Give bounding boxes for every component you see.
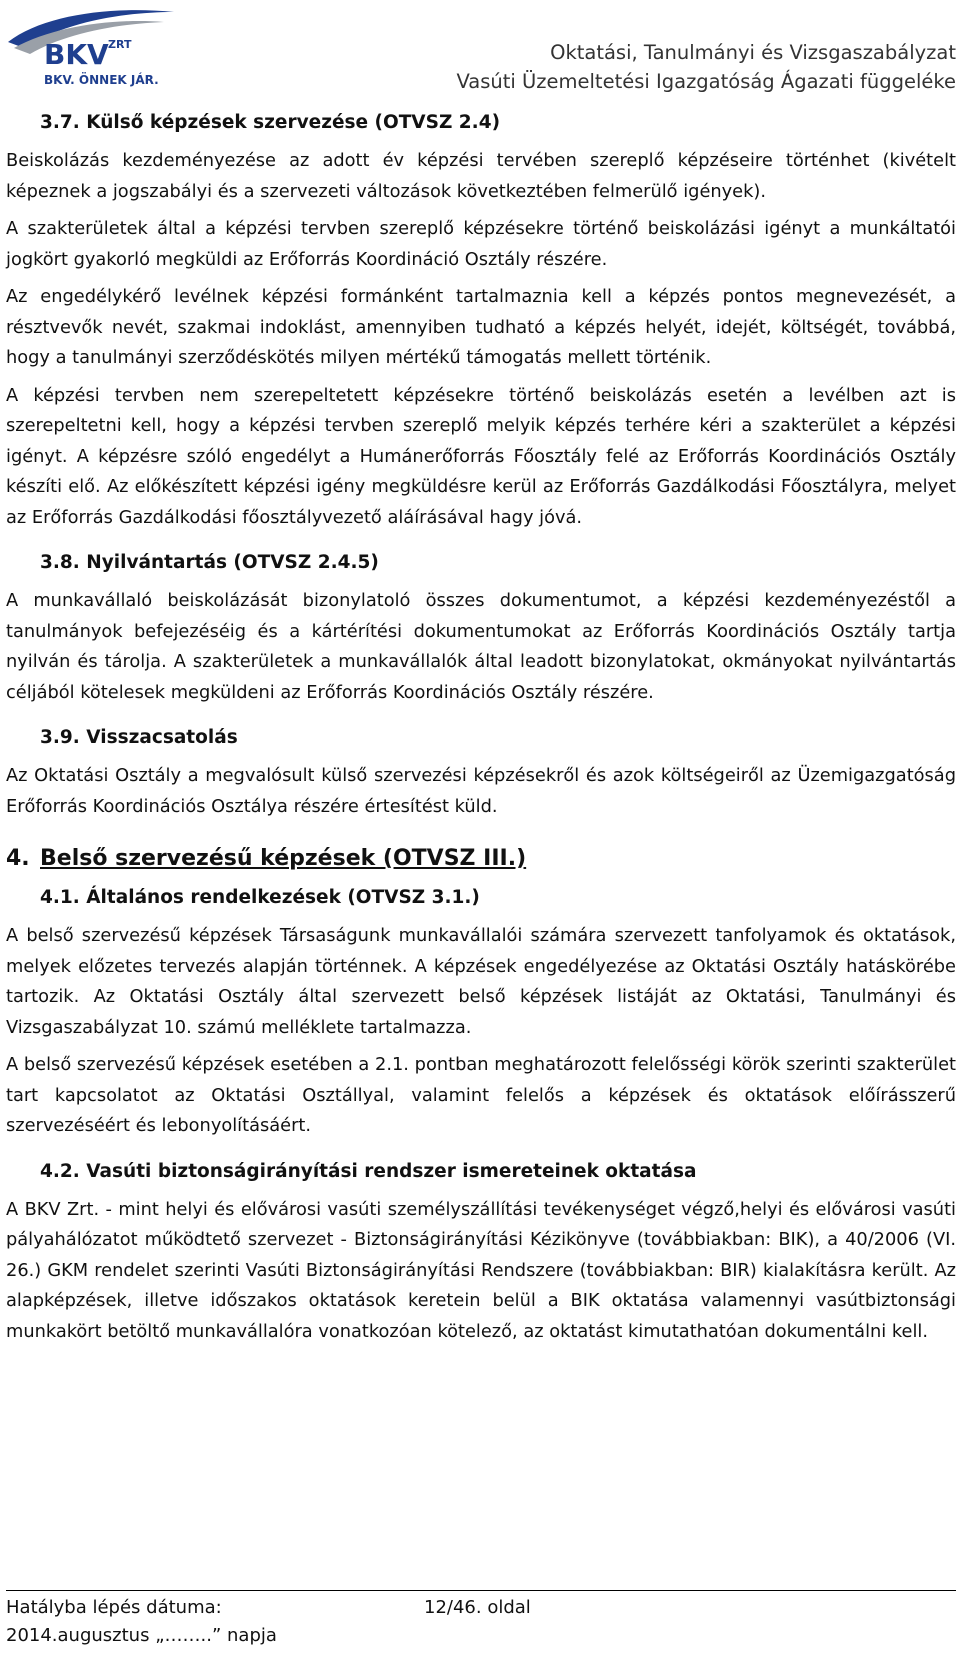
header-title-block bbox=[456, 38, 956, 96]
header-line-1: Oktatási, Tanulmányi és Vizsgaszabályzat bbox=[550, 41, 956, 64]
footer-effective-date: 2014.augusztus „……..” napja bbox=[6, 1625, 277, 1646]
document-body bbox=[6, 108, 956, 1354]
chapter-4-heading bbox=[6, 841, 956, 877]
section-3-8-paragraph-1: A munkavállaló beiskolázását bizonylatoló összes dokumentumot, a képzési kezdeményezéstől a tanulmányok befejezéséig és a kártérítési dokumentumokat az Erőforrás Koordinációs Osztály tartja nyilván és tárolja. A szakterületek a munkavállalók által leadott bizonylatokat, okmányokat nyilvántartás céljából kötelesek megküldeni az Erőforrás Koordinációs Osztály részére. bbox=[6, 590, 956, 703]
logo-bkv-text: BKV bbox=[44, 38, 109, 71]
section-3-7-paragraph-3: Az engedélykérő levélnek képzési formánként tartalmaznia kell a képzés pontos megnevezését, a résztvevők nevét, szakmai indoklást, amennyiben tudható a képzés helyét, idejét, költségét, továbbá, hogy a tanulmányi szerződéskötés milyen mértékű támogatás mellett történik. bbox=[6, 286, 956, 368]
section-4-1-paragraph-1: A belső szervezésű képzések Társaságunk munkavállalói számára szervezett tanfolyamok és oktatások, melyek előzetes tervezés alapján történnek. A képzések engedélyezése az Oktatási Osztály hatáskörébe tartozik. Az Oktatási Osztály által szervezett belső képzések listáját az Oktatási, Tanulmányi és Vizsgaszabályzat 10. számú melléklete tartalmazza. bbox=[6, 925, 956, 1038]
chapter-4-title: Belső szervezésű képzések (OTVSZ III.) bbox=[40, 846, 527, 871]
section-4-2-heading: 4.2. Vasúti biztonságirányítási rendszer ismereteinek oktatása bbox=[40, 1160, 697, 1182]
page-footer bbox=[6, 1594, 956, 1652]
footer-effective-block bbox=[6, 1594, 277, 1650]
section-3-7-paragraph-2: A szakterületek által a képzési tervben szereplő képzésekre történő beiskolázási igényt a munkáltatói jogkört gyakorló megküldi az Erőforrás Koordináció Osztály részére. bbox=[6, 218, 956, 270]
logo-zrt-text: ZRT bbox=[108, 38, 132, 51]
section-3-7-paragraph-4: A képzési tervben nem szerepeltetett képzésekre történő beiskolázás esetén a levélben azt is szerepeltetni kell, hogy a képzési tervben szereplő melyik képzés terhére kéri a szakterület a képzési igényt. A képzésre szóló engedélyt a Humánerőforrás Főosztály felé az Erőforrás Koordinációs Osztály készíti elő. Az előkészített képzési igény megküldésre kerül az Erőforrás Gazdálkodási Főosztályra, melyet az Erőforrás Gazdálkodási főosztályvezető aláírásával hagy jóvá. bbox=[6, 384, 956, 528]
footer-effective-label: Hatályba lépés dátuma: bbox=[6, 1597, 222, 1618]
section-4-1-paragraph-2: A belső szervezésű képzések esetében a 2.1. pontban meghatározott felelősségi körök szerinti szakterület tart kapcsolatot az Oktatási Osztállyal, valamint felelős a képzések és oktatások előírásszerű szervezéséért és lebonyolításáért. bbox=[6, 1054, 956, 1136]
section-3-7-paragraph-1: Beiskolázás kezdeményezése az adott év képzési tervében szereplő képzéseire történhet (kivételt képeznek a jogszabályi és a szervezeti változások következtében felmerülő igények). bbox=[6, 150, 956, 202]
section-4-2-paragraph-1: A BKV Zrt. - mint helyi és elővárosi vasúti személyszállítási tevékenységet végző,helyi és elővárosi vasúti pályahálózatot működtető szervezet - Biztonságirányítási Kézikönyve (továbbiakban: BIK), a 40/2006 (VI. 26.) GKM rendelet szerinti Vasúti Biztonságirányítási Rendszere (továbbiakban: BIR) kialakításra került. Az alapképzések, illetve időszakos oktatások keretein belül a BIK oktatása valamennyi vasútbiztonsági munkakört betöltő munkavállalóra vonatkozóan kötelező, az oktatást kimutathatóan dokumentálni kell. bbox=[6, 1198, 956, 1342]
section-4-1-heading: 4.1. Általános rendelkezések (OTVSZ 3.1.) bbox=[40, 887, 480, 908]
footer-divider bbox=[6, 1590, 956, 1591]
page-header bbox=[0, 0, 960, 105]
header-line-2: Vasúti Üzemeltetési Igazgatóság Ágazati függeléke bbox=[456, 70, 956, 93]
logo-slogan: BKV. ÖNNEK JÁR. bbox=[44, 73, 159, 87]
section-3-9-paragraph-1: Az Oktatási Osztály a megvalósult külső szervezési képzésekről és azok költségeiről az Üzemigazgatóság Erőforrás Koordinációs Osztálya részére értesítést küld. bbox=[6, 765, 956, 817]
bkv-logo bbox=[4, 4, 180, 90]
section-3-7-heading: 3.7. Külső képzések szervezése (OTVSZ 2.4) bbox=[40, 112, 501, 133]
section-3-8-heading: 3.8. Nyilvántartás (OTVSZ 2.4.5) bbox=[40, 552, 379, 573]
footer-page-number: 12/46. oldal bbox=[424, 1597, 531, 1618]
section-3-9-heading: 3.9. Visszacsatolás bbox=[40, 727, 238, 748]
chapter-4-number: 4. bbox=[6, 846, 30, 871]
